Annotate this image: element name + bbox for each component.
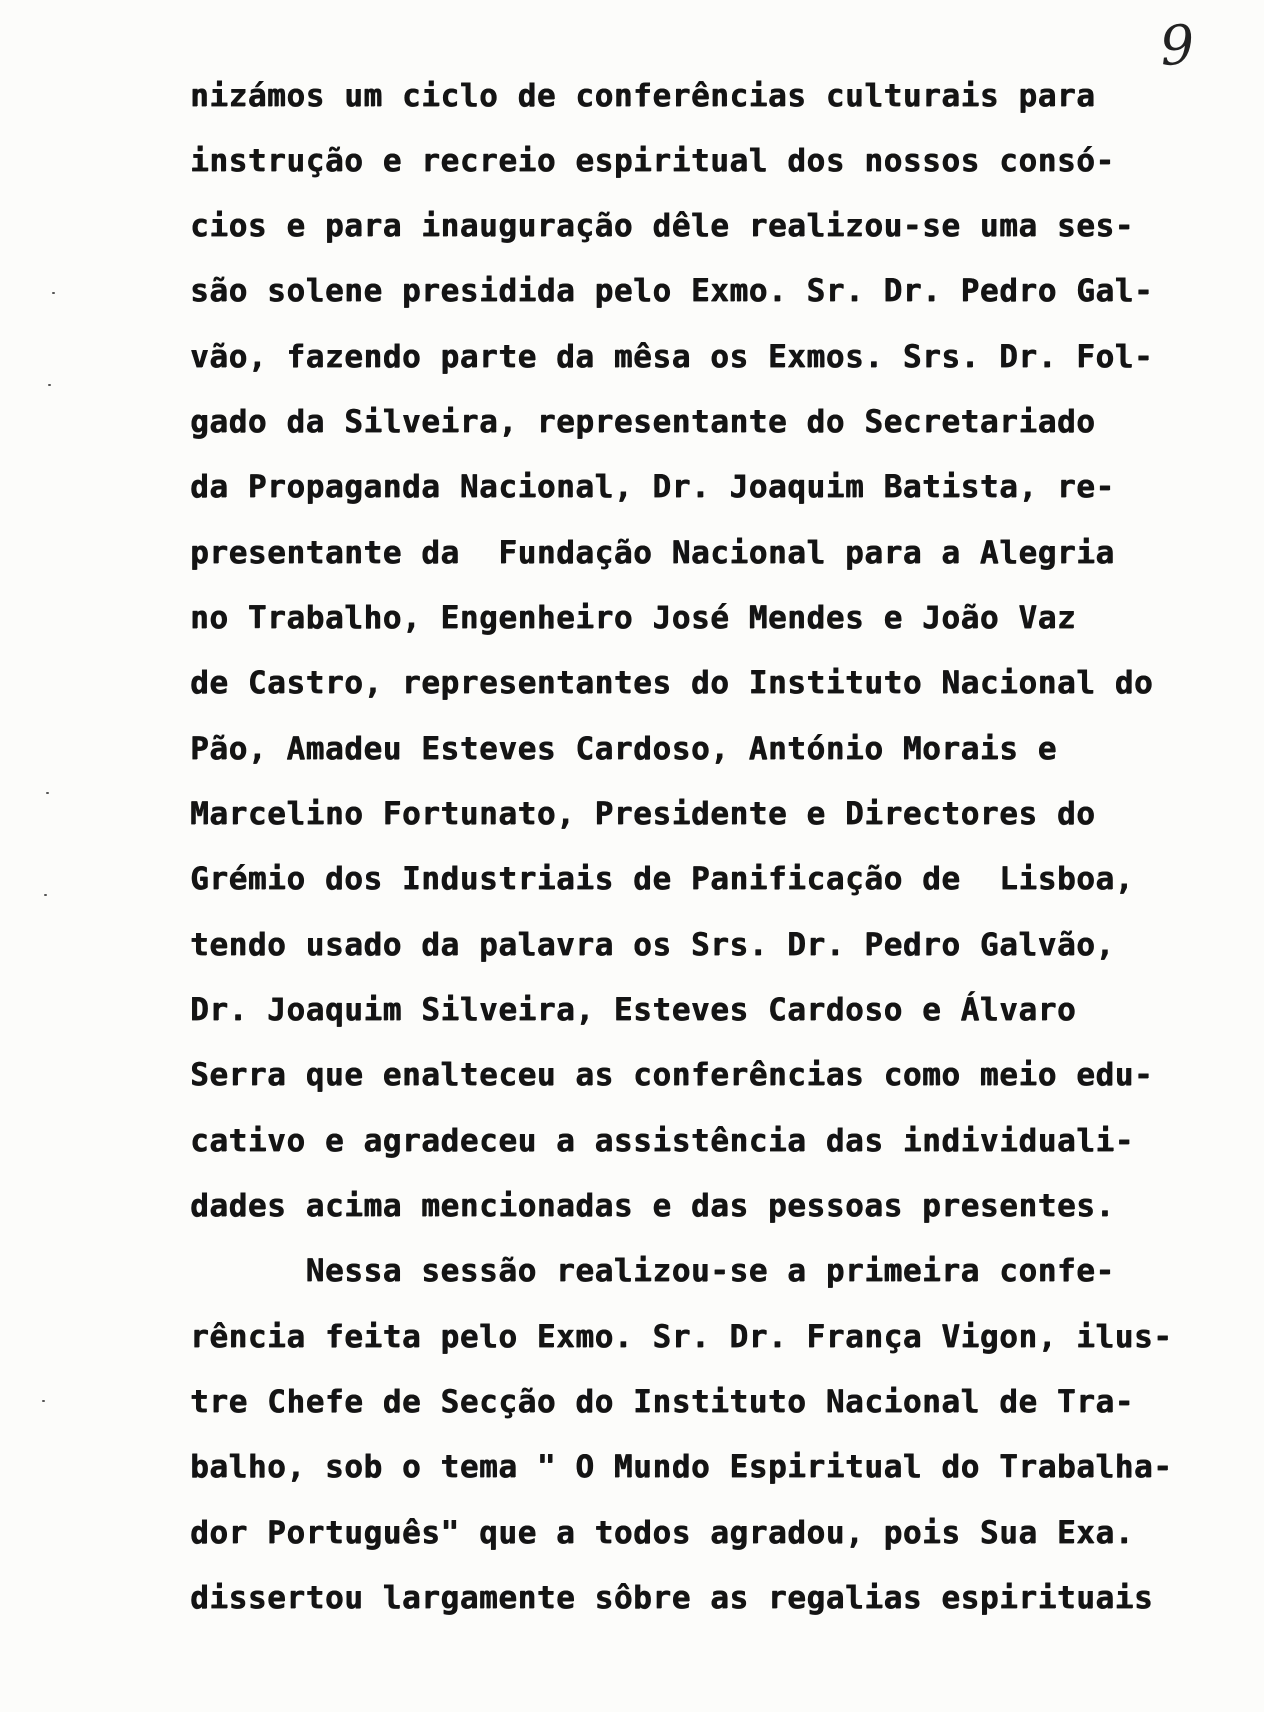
text-line: no Trabalho, Engenheiro José Mendes e João Vaz bbox=[190, 600, 1077, 636]
text-line: presentante da Fundação Nacional para a Alegria bbox=[190, 535, 1115, 571]
text-line: cativo e agradeceu a assistência das individuali- bbox=[190, 1123, 1134, 1159]
text-line: balho, sob o tema " O Mundo Espiritual do Trabalha- bbox=[190, 1449, 1173, 1485]
text-line: dissertou largamente sôbre as regalias espirituais bbox=[190, 1580, 1154, 1616]
text-line: tre Chefe de Secção do Instituto Nacional de Tra- bbox=[190, 1384, 1134, 1420]
text-line: instrução e recreio espiritual dos nossos consó- bbox=[190, 143, 1115, 179]
scan-speck bbox=[44, 894, 47, 896]
text-line: nizámos um ciclo de conferências culturais para bbox=[190, 78, 1096, 114]
scan-speck bbox=[52, 292, 55, 294]
text-line: Dr. Joaquim Silveira, Esteves Cardoso e Álvaro bbox=[190, 992, 1077, 1028]
text-line: tendo usado da palavra os Srs. Dr. Pedro Galvão, bbox=[190, 927, 1115, 963]
scan-speck bbox=[46, 792, 49, 794]
text-line: Grémio dos Industriais de Panificação de Lisboa, bbox=[190, 861, 1134, 897]
text-line: Nessa sessão realizou-se a primeira confe- bbox=[190, 1253, 1115, 1289]
text-line: Pão, Amadeu Esteves Cardoso, António Morais e bbox=[190, 731, 1057, 767]
text-line: dor Português" que a todos agradou, pois Sua Exa. bbox=[190, 1515, 1134, 1551]
text-line: rência feita pelo Exmo. Sr. Dr. França Vigon, ilus- bbox=[190, 1319, 1173, 1355]
text-line: Serra que enalteceu as conferências como meio edu- bbox=[190, 1057, 1154, 1093]
text-line: são solene presidida pelo Exmo. Sr. Dr. Pedro Gal- bbox=[190, 273, 1154, 309]
text-line: de Castro, representantes do Instituto Nacional do bbox=[190, 665, 1154, 701]
text-line: vão, fazendo parte da mêsa os Exmos. Srs. Dr. Fol- bbox=[190, 339, 1154, 375]
text-line: da Propaganda Nacional, Dr. Joaquim Batista, re- bbox=[190, 469, 1115, 505]
text-line: Marcelino Fortunato, Presidente e Directores do bbox=[190, 796, 1096, 832]
text-line: dades acima mencionadas e das pessoas presentes. bbox=[190, 1188, 1115, 1224]
text-line: cios e para inauguração dêle realizou-se uma ses- bbox=[190, 208, 1134, 244]
page-number: 9 bbox=[1157, 12, 1197, 79]
text-line: gado da Silveira, representante do Secretariado bbox=[190, 404, 1096, 440]
scan-speck bbox=[48, 384, 51, 386]
scan-speck bbox=[42, 1400, 45, 1402]
